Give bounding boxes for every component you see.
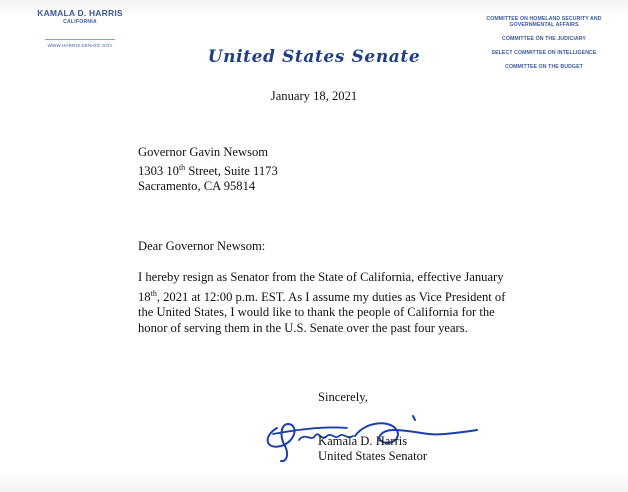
senate-website: WWW.HARRIS.SENATE.GOV bbox=[47, 43, 113, 48]
committee-item: COMMITTEE ON HOMELAND SECURITY AND GOVERNMENTAL AFFAIRS bbox=[486, 16, 602, 28]
senator-state: CALIFORNIA bbox=[63, 19, 97, 25]
body-part-2: , 2021 at 12:00 p.m. EST. As I assume my duties as Vice President of the United States, I would like to thank the people of California for the honor of serving them in the U.S. Senate over the past four years. bbox=[138, 289, 506, 335]
senator-name: KAMALA D. HARRIS bbox=[37, 8, 123, 18]
street-number: 1303 10 bbox=[138, 164, 179, 179]
recipient-street bbox=[138, 160, 278, 179]
recipient-name: Governor Gavin Newsom bbox=[138, 145, 269, 159]
signature-block bbox=[318, 434, 427, 464]
street-rest: Street, Suite 1173 bbox=[185, 164, 278, 179]
letterhead-divider bbox=[45, 39, 115, 40]
body-ordinal: th bbox=[150, 288, 157, 298]
salutation: Dear Governor Newsom: bbox=[138, 239, 266, 253]
committee-item: COMMITTEE ON THE BUDGET bbox=[505, 64, 583, 70]
senate-title: United States Senate bbox=[207, 47, 421, 67]
signer-title: United States Senator bbox=[318, 449, 428, 463]
committee-item: SELECT COMMITTEE ON INTELLIGENCE bbox=[491, 50, 597, 56]
recipient-city: Sacramento, CA 95814 bbox=[138, 179, 256, 194]
recipient-address bbox=[138, 145, 278, 194]
letter-date: January 18, 2021 bbox=[270, 89, 358, 103]
letter-body bbox=[138, 270, 518, 336]
letterhead-left bbox=[30, 8, 130, 48]
body-part-1: I hereby resign as Senator from the State of California, effective January 18 bbox=[138, 270, 504, 304]
signer-name: Kamala D. Harris bbox=[318, 434, 408, 448]
closing: Sincerely, bbox=[318, 390, 368, 404]
street-suffix: th bbox=[178, 163, 186, 172]
committee-item: COMMITTEE ON THE JUDICIARY bbox=[502, 36, 586, 42]
